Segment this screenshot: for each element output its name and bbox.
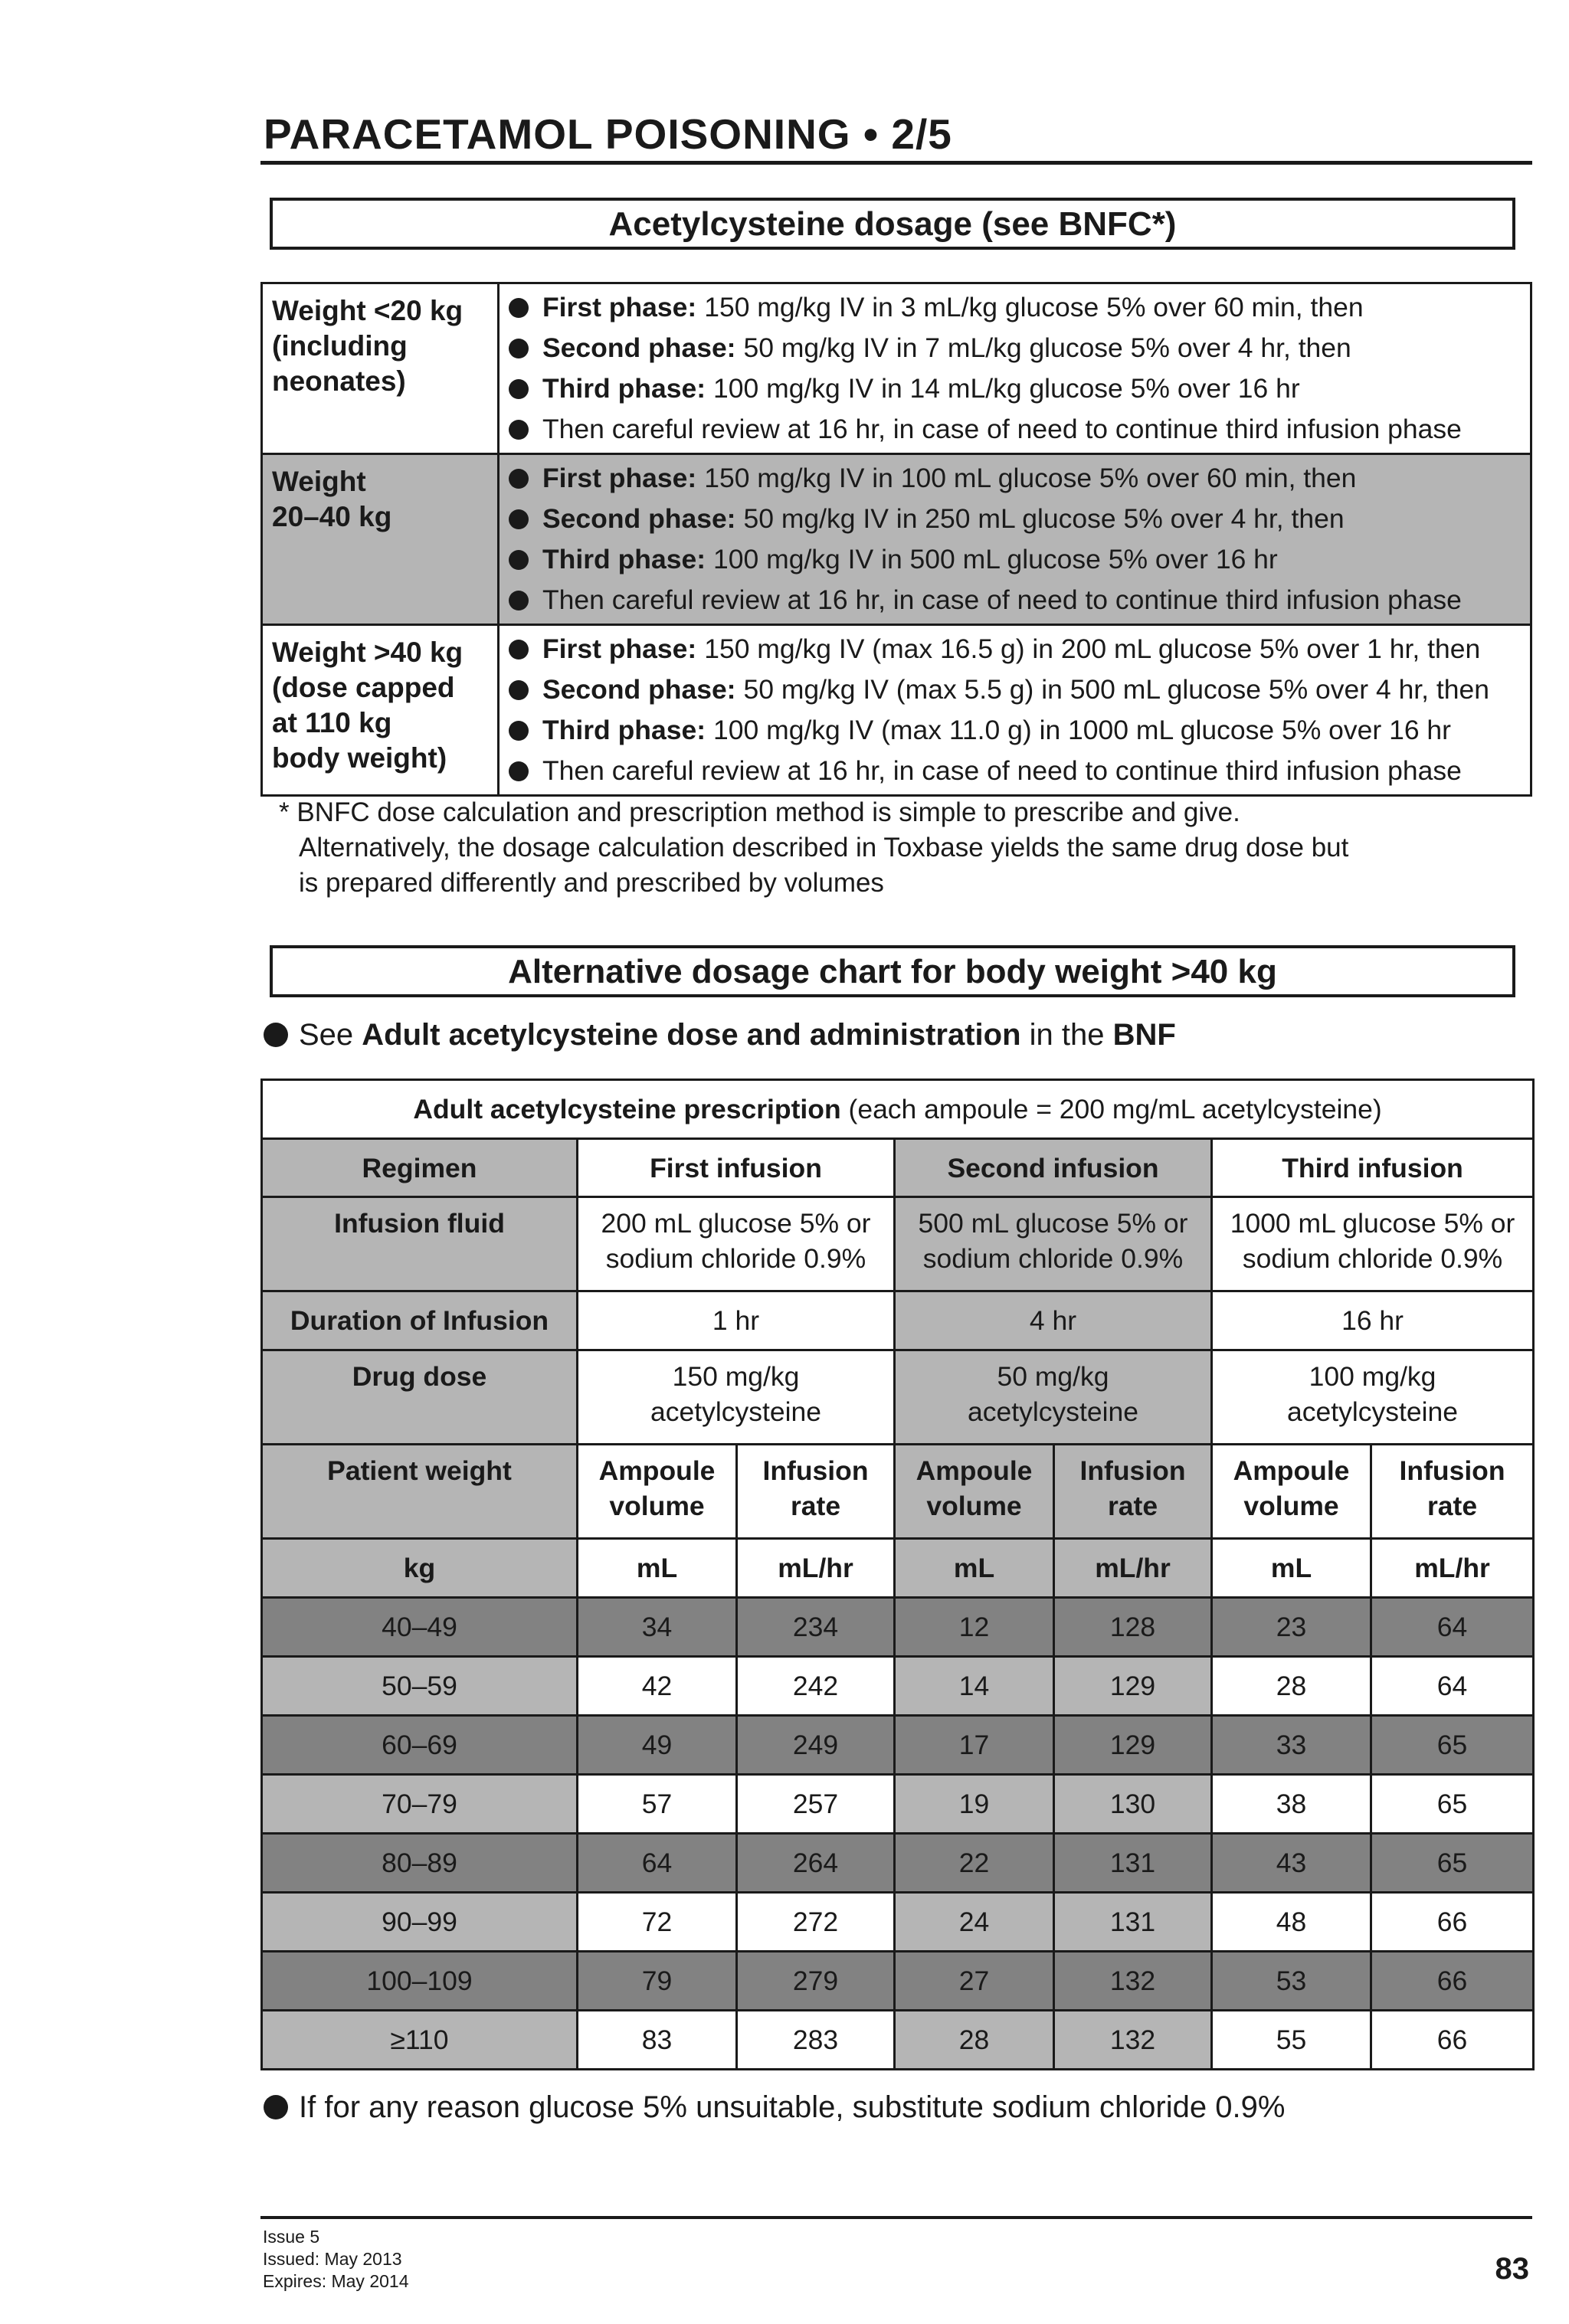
phase-text: 50 mg/kg IV in 250 mL glucose 5% over 4 hr, then: [743, 503, 1345, 534]
phase-text: 100 mg/kg IV (max 11.0 g) in 1000 mL glucose 5% over 16 hr: [713, 715, 1451, 745]
table-row: [262, 2011, 1534, 2070]
header-line: volume: [609, 1491, 705, 1521]
see-mid: in the: [1020, 1018, 1113, 1052]
patient-weight-label: Patient weight: [262, 1445, 578, 1539]
phase-line: [509, 499, 1522, 539]
dose-first: [578, 1350, 895, 1445]
bullet-icon: [509, 379, 529, 399]
phase-text: 100 mg/kg IV in 500 mL glucose 5% over 16 hr: [713, 544, 1278, 574]
weight-line: Weight <20 kg: [272, 295, 463, 326]
phase-text: 150 mg/kg IV in 3 mL/kg glucose 5% over 60 min, then: [704, 292, 1364, 322]
see-prefix: See: [299, 1018, 362, 1052]
value-cell: 38: [1212, 1775, 1371, 1834]
weight-range-cell: 80–89: [262, 1834, 578, 1893]
table-row: [262, 1834, 1534, 1893]
bullet-icon: [264, 2095, 288, 2119]
table-row: [262, 1716, 1534, 1775]
weight-cell: [262, 283, 499, 454]
fluid-line: sodium chloride 0.9%: [605, 1243, 866, 1274]
see-bnf-bullet: [264, 1016, 1176, 1054]
weight-range-cell: 90–99: [262, 1893, 578, 1952]
dose-line: acetylcysteine: [968, 1396, 1138, 1427]
dose-second: [895, 1350, 1212, 1445]
footnote-line: is prepared differently and prescribed by volumes: [299, 868, 884, 898]
phase-label: First phase:: [542, 292, 697, 322]
table-row: [262, 1893, 1534, 1952]
weight-line: Weight >40 kg: [272, 637, 463, 668]
value-cell: 55: [1212, 2011, 1371, 2070]
see-source: BNF: [1112, 1018, 1176, 1052]
weight-range-cell: 100–109: [262, 1952, 578, 2011]
duration-first: 1 hr: [578, 1291, 895, 1350]
value-cell: 65: [1371, 1834, 1534, 1893]
value-cell: 242: [737, 1657, 895, 1716]
value-cell: 283: [737, 2011, 895, 2070]
unit-cell: kg: [262, 1539, 578, 1598]
value-cell: 33: [1212, 1716, 1371, 1775]
value-cell: 234: [737, 1598, 895, 1657]
header-line: Ampoule: [916, 1455, 1033, 1486]
dose-line: 150 mg/kg: [672, 1361, 800, 1392]
weight-line: (including: [272, 330, 408, 362]
value-cell: 64: [578, 1834, 737, 1893]
value-cell: 72: [578, 1893, 737, 1952]
value-cell: 27: [895, 1952, 1054, 2011]
regimen-label: Regimen: [262, 1139, 578, 1197]
see-reference: Adult acetylcysteine dose and administration: [362, 1018, 1021, 1052]
issued-date: Issued: May 2013: [263, 2249, 402, 2269]
bullet-icon: [509, 680, 529, 700]
phase-line: [509, 629, 1522, 669]
table-row: [262, 1775, 1534, 1834]
phase-text: 150 mg/kg IV (max 16.5 g) in 200 mL glucose 5% over 1 hr, then: [704, 633, 1481, 664]
value-cell: 64: [1371, 1598, 1534, 1657]
bullet-icon: [509, 420, 529, 440]
value-cell: 131: [1054, 1893, 1212, 1952]
phase-text: 150 mg/kg IV in 100 mL glucose 5% over 60 min, then: [704, 463, 1357, 493]
section-heading-acetylcysteine-dosage: Acetylcysteine dosage (see BNFC*): [270, 198, 1515, 250]
weight-range-cell: 40–49: [262, 1598, 578, 1657]
phase-text: 50 mg/kg IV (max 5.5 g) in 500 mL glucose 5% over 4 hr, then: [743, 674, 1489, 705]
table-row: [262, 1952, 1534, 2011]
value-cell: 22: [895, 1834, 1054, 1893]
weight-line: at 110 kg: [272, 707, 392, 738]
ampoule-volume-header: [578, 1445, 737, 1539]
dose-line: 50 mg/kg: [997, 1361, 1109, 1392]
phase-line: [509, 409, 1522, 450]
value-cell: 264: [737, 1834, 895, 1893]
value-cell: 57: [578, 1775, 737, 1834]
phase-text: 100 mg/kg IV in 14 mL/kg glucose 5% over 16 hr: [713, 373, 1300, 404]
duration-third: 16 hr: [1212, 1291, 1534, 1350]
value-cell: 257: [737, 1775, 895, 1834]
weight-cell: [262, 625, 499, 796]
unit-cell: mL/hr: [1371, 1539, 1534, 1598]
header-line: Infusion: [1399, 1455, 1505, 1486]
phase-line: [509, 669, 1522, 710]
header-line: rate: [790, 1491, 841, 1521]
value-cell: 132: [1054, 1952, 1212, 2011]
header-line: rate: [1107, 1491, 1158, 1521]
weight-row-under-20: [262, 283, 1531, 454]
infusion-rate-header: [1054, 1445, 1212, 1539]
phase-label: Third phase:: [542, 544, 706, 574]
fluid-line: 1000 mL glucose 5% or: [1230, 1208, 1515, 1239]
table-row: [262, 1598, 1534, 1657]
fluid-line: sodium chloride 0.9%: [1242, 1243, 1503, 1274]
bullet-icon: [509, 339, 529, 358]
section-heading-alternative-chart: Alternative dosage chart for body weight >40 kg: [270, 945, 1515, 997]
caption-row: [262, 1080, 1534, 1139]
phase-text: Then careful review at 16 hr, in case of need to continue third infusion phase: [542, 414, 1462, 444]
table-caption: [262, 1080, 1534, 1139]
title-rule: [260, 161, 1532, 165]
bullet-icon: [264, 1023, 288, 1047]
value-cell: 14: [895, 1657, 1054, 1716]
value-cell: 66: [1371, 1893, 1534, 1952]
fluid-second: [895, 1197, 1212, 1291]
weight-range-cell: ≥110: [262, 2011, 578, 2070]
dose-label: Drug dose: [262, 1350, 578, 1445]
bnfc-footnote: [279, 795, 1520, 901]
value-cell: 34: [578, 1598, 737, 1657]
phase-line: [509, 328, 1522, 368]
fluid-row: [262, 1197, 1534, 1291]
unit-cell: mL: [895, 1539, 1054, 1598]
header-line: Infusion: [1079, 1455, 1186, 1486]
value-cell: 128: [1054, 1598, 1212, 1657]
value-cell: 64: [1371, 1657, 1534, 1716]
fluid-third: [1212, 1197, 1534, 1291]
weight-range-cell: 70–79: [262, 1775, 578, 1834]
value-cell: 28: [895, 2011, 1054, 2070]
weight-line: 20–40 kg: [272, 501, 392, 532]
value-cell: 272: [737, 1893, 895, 1952]
phases-cell: [499, 454, 1531, 625]
dose-line: acetylcysteine: [1287, 1396, 1459, 1427]
fluid-first: [578, 1197, 895, 1291]
phase-line: [509, 710, 1522, 751]
value-cell: 17: [895, 1716, 1054, 1775]
weight-row-over-40: [262, 625, 1531, 796]
phase-label: Third phase:: [542, 715, 706, 745]
phase-label: Second phase:: [542, 674, 736, 705]
value-cell: 279: [737, 1952, 895, 2011]
unit-cell: mL: [1212, 1539, 1371, 1598]
phase-line: [509, 751, 1522, 791]
ampoule-volume-header: [895, 1445, 1054, 1539]
weight-range-cell: 60–69: [262, 1716, 578, 1775]
bullet-icon: [509, 721, 529, 741]
header-line: Ampoule: [1233, 1455, 1350, 1486]
bullet-icon: [509, 761, 529, 781]
value-cell: 23: [1212, 1598, 1371, 1657]
bullet-icon: [509, 298, 529, 318]
dose-row: [262, 1350, 1534, 1445]
issue-info: [263, 2226, 408, 2293]
caption-bold: Adult acetylcysteine prescription: [413, 1094, 841, 1124]
phase-label: Second phase:: [542, 503, 736, 534]
bullet-icon: [509, 509, 529, 529]
weight-row-20-40: [262, 454, 1531, 625]
regimen-row: [262, 1139, 1534, 1197]
footnote-line: Alternatively, the dosage calculation described in Toxbase yields the same drug dose but: [299, 833, 1349, 862]
value-cell: 65: [1371, 1775, 1534, 1834]
weight-line: Weight: [272, 466, 366, 497]
expiry-date: Expires: May 2014: [263, 2271, 409, 2291]
phase-line: [509, 287, 1522, 328]
value-cell: 83: [578, 2011, 737, 2070]
value-cell: 49: [578, 1716, 737, 1775]
phase-text: Then careful review at 16 hr, in case of need to continue third infusion phase: [542, 755, 1462, 786]
substitute-note-text: If for any reason glucose 5% unsuitable, substitute sodium chloride 0.9%: [299, 2090, 1286, 2124]
unit-cell: mL/hr: [1054, 1539, 1212, 1598]
weight-line: neonates): [272, 365, 406, 397]
header-line: rate: [1427, 1491, 1478, 1521]
value-cell: 53: [1212, 1952, 1371, 2011]
page-title: PARACETAMOL POISONING • 2/5: [264, 110, 952, 158]
footnote-line: * BNFC dose calculation and prescription method is simple to prescribe and give.: [279, 797, 1240, 827]
bullet-icon: [509, 550, 529, 570]
unit-cell: mL: [578, 1539, 737, 1598]
header-line: volume: [926, 1491, 1022, 1521]
value-cell: 19: [895, 1775, 1054, 1834]
fluid-line: sodium chloride 0.9%: [922, 1243, 1184, 1274]
phase-line: [509, 539, 1522, 580]
ampoule-volume-header: [1212, 1445, 1371, 1539]
weight-line: body weight): [272, 742, 447, 774]
value-cell: 79: [578, 1952, 737, 2011]
regimen-third: Third infusion: [1212, 1139, 1534, 1197]
page-number: 83: [1495, 2252, 1529, 2286]
duration-second: 4 hr: [895, 1291, 1212, 1350]
table-row: [262, 1657, 1534, 1716]
phase-text: 50 mg/kg IV in 7 mL/kg glucose 5% over 4 hr, then: [743, 332, 1351, 363]
adult-prescription-table: [260, 1079, 1535, 2070]
header-line: volume: [1243, 1491, 1339, 1521]
value-cell: 66: [1371, 2011, 1534, 2070]
weight-line: (dose capped: [272, 672, 455, 703]
unit-cell: mL/hr: [737, 1539, 895, 1598]
value-cell: 65: [1371, 1716, 1534, 1775]
infusion-rate-header: [737, 1445, 895, 1539]
value-cell: 132: [1054, 2011, 1212, 2070]
issue-number: Issue 5: [263, 2227, 320, 2247]
phases-cell: [499, 625, 1531, 796]
value-cell: 66: [1371, 1952, 1534, 2011]
fluid-line: 500 mL glucose 5% or: [918, 1208, 1188, 1239]
value-cell: 129: [1054, 1716, 1212, 1775]
phase-line: [509, 580, 1522, 620]
caption-rest: (each ampoule = 200 mg/mL acetylcysteine): [840, 1094, 1382, 1124]
phase-label: First phase:: [542, 463, 697, 493]
dosage-by-weight-table: [260, 282, 1532, 797]
header-line: Infusion: [762, 1455, 869, 1486]
substitute-note: [264, 2088, 1285, 2126]
footer-rule: [260, 2216, 1532, 2219]
value-cell: 43: [1212, 1834, 1371, 1893]
bullet-icon: [509, 640, 529, 660]
fluid-line: 200 mL glucose 5% or: [601, 1208, 871, 1239]
regimen-first: First infusion: [578, 1139, 895, 1197]
phases-cell: [499, 283, 1531, 454]
duration-label: Duration of Infusion: [262, 1291, 578, 1350]
dose-line: 100 mg/kg: [1309, 1361, 1436, 1392]
value-cell: 129: [1054, 1657, 1212, 1716]
weight-header-row: [262, 1445, 1534, 1539]
phase-line: [509, 368, 1522, 409]
bullet-icon: [509, 469, 529, 489]
bullet-icon: [509, 591, 529, 610]
regimen-second: Second infusion: [895, 1139, 1212, 1197]
dose-third: [1212, 1350, 1534, 1445]
units-row: [262, 1539, 1534, 1598]
value-cell: 42: [578, 1657, 737, 1716]
value-cell: 28: [1212, 1657, 1371, 1716]
weight-cell: [262, 454, 499, 625]
duration-row: [262, 1291, 1534, 1350]
value-cell: 131: [1054, 1834, 1212, 1893]
phase-label: Third phase:: [542, 373, 706, 404]
phase-line: [509, 458, 1522, 499]
value-cell: 24: [895, 1893, 1054, 1952]
infusion-rate-header: [1371, 1445, 1534, 1539]
value-cell: 12: [895, 1598, 1054, 1657]
value-cell: 48: [1212, 1893, 1371, 1952]
header-line: Ampoule: [598, 1455, 716, 1486]
value-cell: 130: [1054, 1775, 1212, 1834]
phase-text: Then careful review at 16 hr, in case of need to continue third infusion phase: [542, 584, 1462, 615]
phase-label: First phase:: [542, 633, 697, 664]
value-cell: 249: [737, 1716, 895, 1775]
weight-range-cell: 50–59: [262, 1657, 578, 1716]
phase-label: Second phase:: [542, 332, 736, 363]
fluid-label: Infusion fluid: [262, 1197, 578, 1291]
dose-line: acetylcysteine: [650, 1396, 821, 1427]
